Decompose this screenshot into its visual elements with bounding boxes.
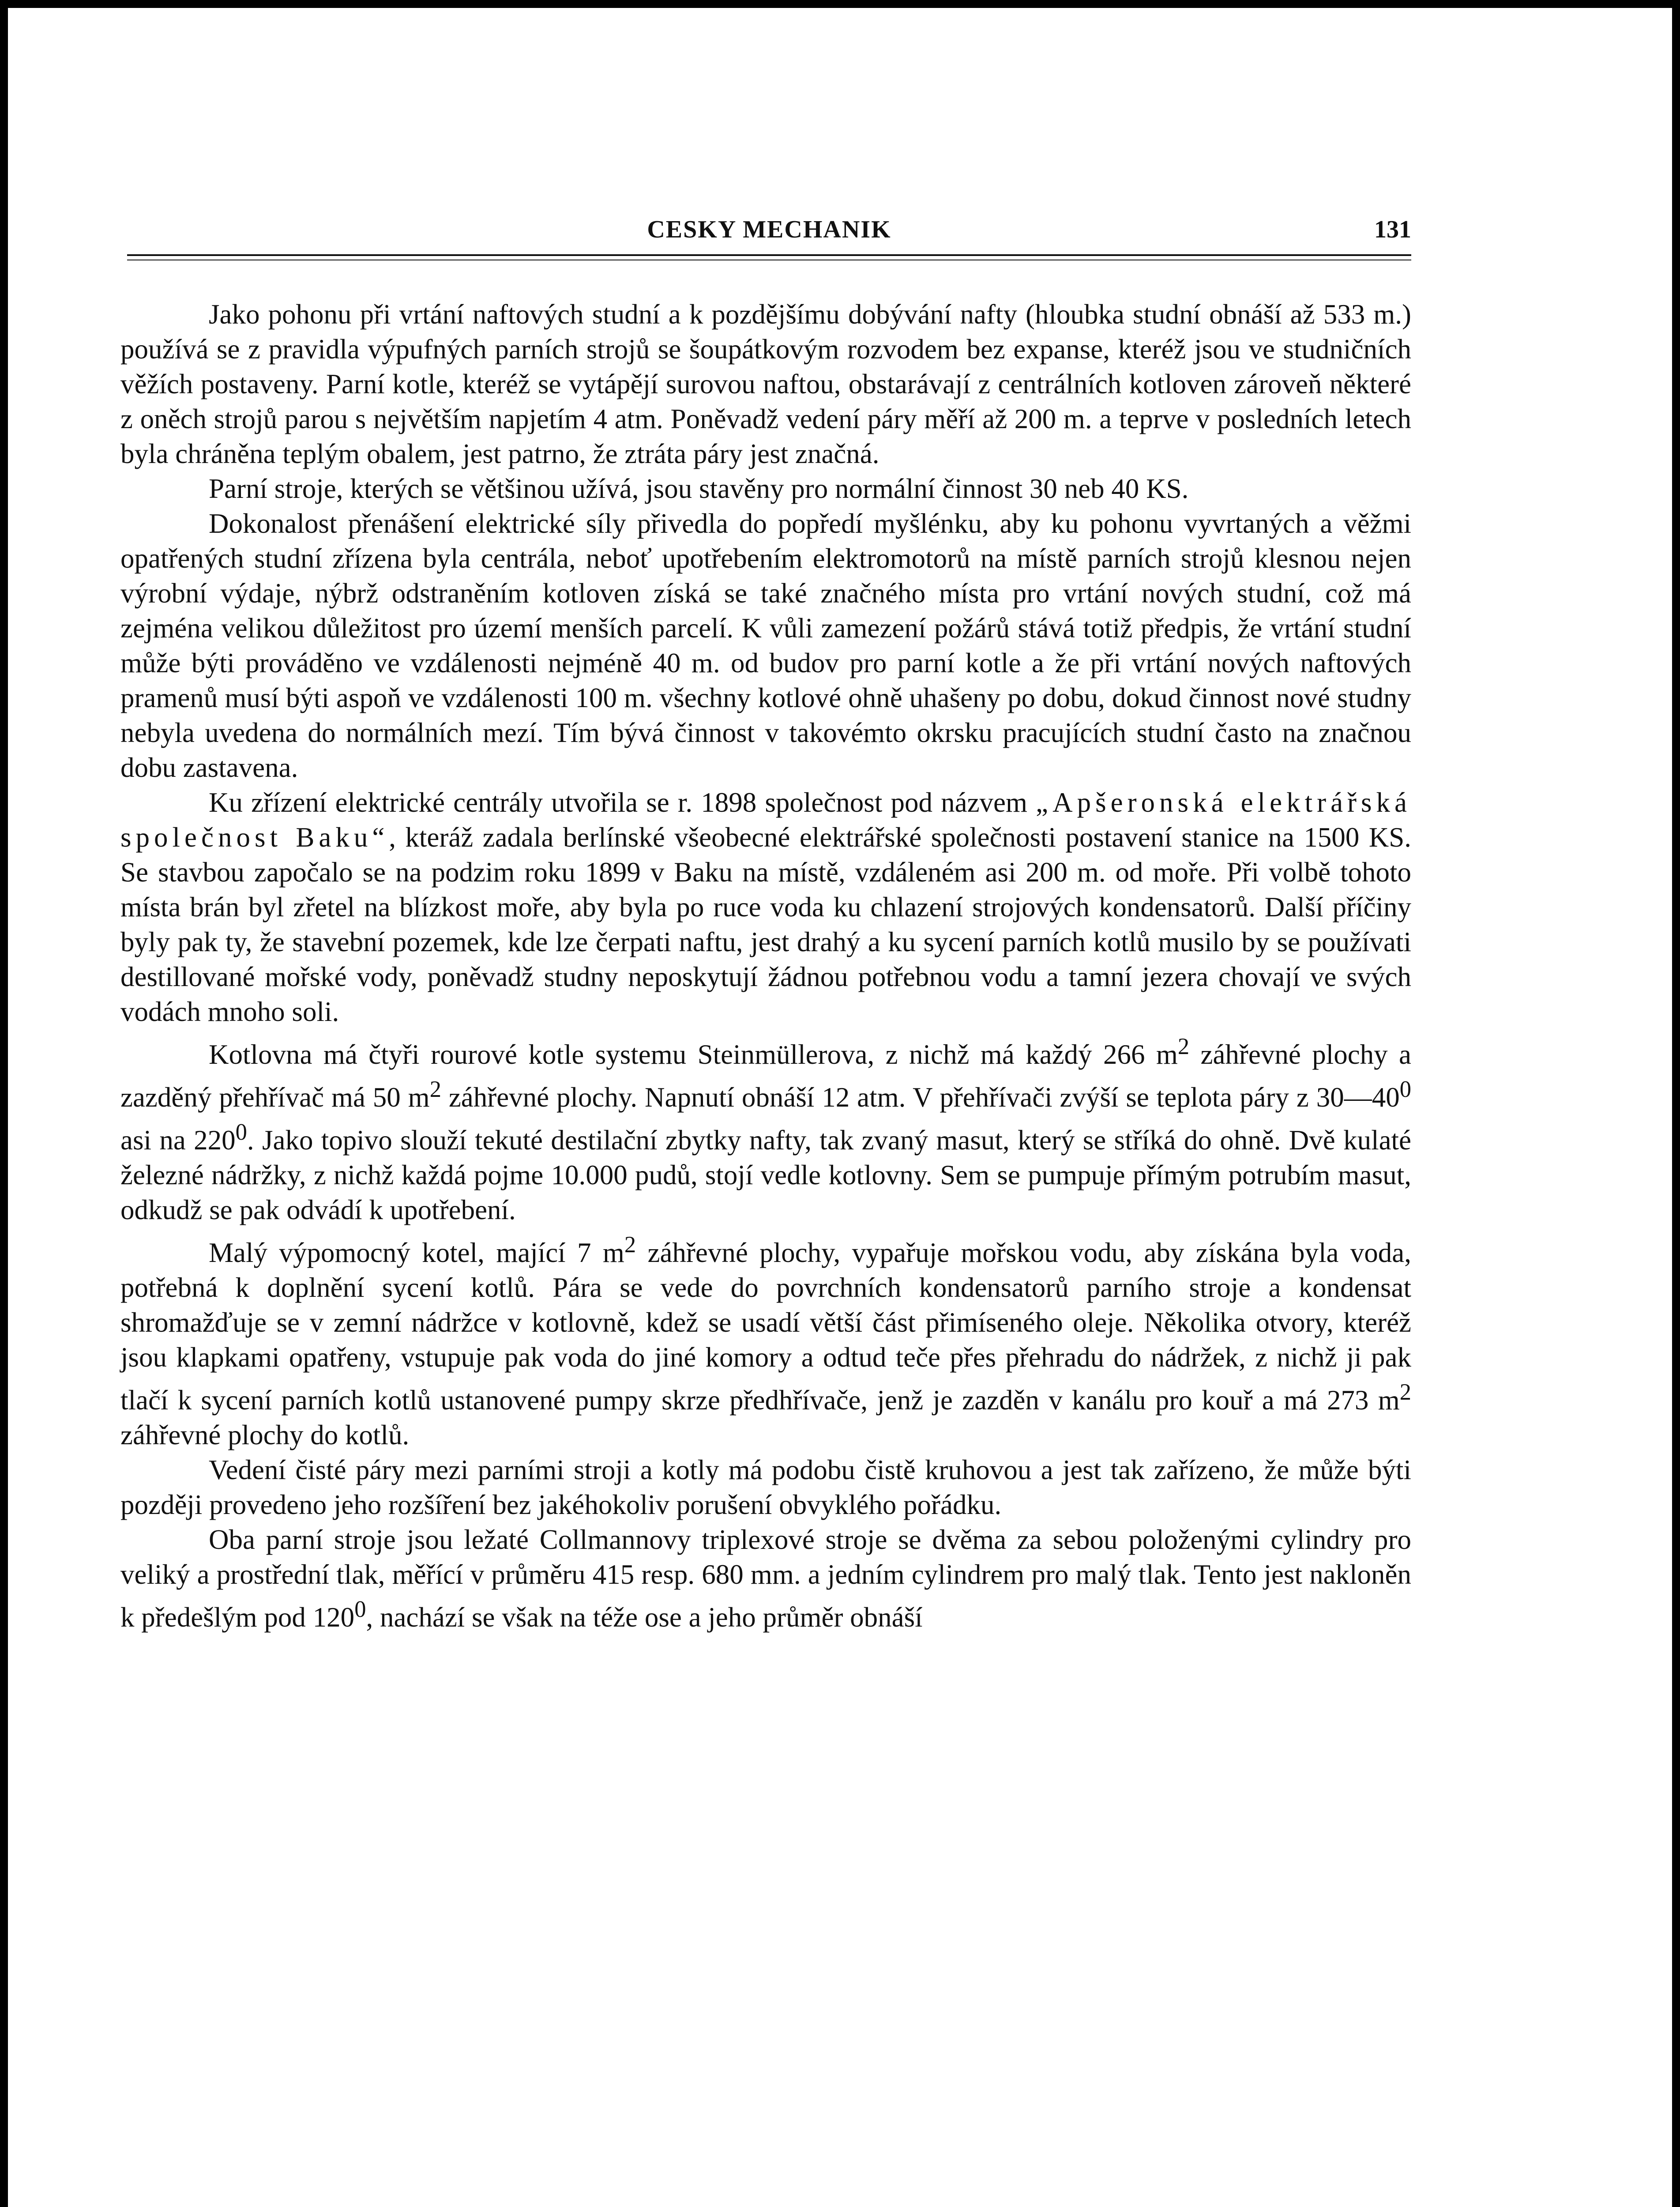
superscript: 0: [235, 1119, 247, 1145]
boiler-text-2: záhřevné plochy a zazděný přehřívač má 50 m: [120, 1039, 1412, 1113]
paragraph-electric-power: Dokonalost přenášení elektrické síly přivedla do popředí myšlénku, aby ku pohonu vyvrtaných a věžmi opatřených studní zřízena byla centrála, neboť upotřebením elektromotorů na místě parních strojů klesnou nejen výrobní výdaje, nýbrž odstraněním kotloven získá se také značného místa pro vrtání nových studní, což má zejména velikou důležitost pro území menších parcelí. K vůli zamezení požárů stává totiž předpis, že vrtání studní může býti prováděno ve vzdálenosti nejméně 40 m. od budov pro parní kotle a že při vrtání nových naftových pramenů musí býti aspoň ve vzdálenosti 100 m. všechny kotlové ohně uhašeny po dobu, dokud činnost nové studny nebyla uvedena do normálních mezí. Tím bývá činnost v takovémto okrsku pracujících studní často na značnou dobu zastavena.: [120, 508, 1411, 783]
small-boiler-text-1: Malý výpomocný kotel, mající 7 m: [209, 1237, 624, 1268]
paragraph-small-boiler: [120, 1228, 1411, 1453]
company-text-before: Ku zřízení elektrické centrály utvořila se r. 1898 společnost pod názvem: [209, 787, 1036, 818]
boiler-text-1: Kotlovna má čtyři rourové kotle systemu Steinmüllerova, z nichž má každý 266 m: [209, 1039, 1178, 1070]
boiler-text-3: záhřevné plochy. Napnutí obnáší 12 atm. V přehřívači zvýší se teplota páry z 30—40: [441, 1082, 1400, 1113]
superscript: 2: [624, 1232, 636, 1258]
engines-text-1: Oba parní stroje jsou ležaté Collmannovy triplexové stroje se dvěma za sebou položenými cylindry pro veliký a prostřední tlak, měřící v průměru 415 resp. 680 mm. a jedním cylindrem pro malý tlak. Tento jest nakloněn k předešlým pod 120: [120, 1524, 1411, 1633]
superscript: 2: [1399, 1379, 1411, 1405]
superscript: 0: [354, 1597, 366, 1622]
page-header: [127, 215, 1411, 255]
paragraph-company: [120, 785, 1411, 1029]
running-title: CESKY MECHANIK: [647, 216, 891, 243]
page: [8, 8, 1672, 2207]
paragraph-steam-engines: Parní stroje, kterých se většinou užívá, jsou stavěny pro normální činnost 30 neb 40 KS.: [209, 473, 1189, 504]
company-name: „Apšeronská elektrářská společnost Baku“: [120, 787, 1412, 853]
boiler-text-4: asi na 220: [120, 1125, 236, 1156]
page-number: 131: [1374, 216, 1411, 243]
header-rule: [127, 254, 1411, 256]
paragraph-steam-line: Vedení čisté páry mezi parními stroji a kotly má podobu čistě kruhovou a jest tak zařízeno, že může býti později provedeno jeho rozšíření bez jakéhokoliv porušení obvyklého pořádku.: [120, 1454, 1411, 1520]
small-boiler-text-2: záhřevné plochy, vypařuje mořskou vodu, aby získána byla voda, potřebná k doplnění sycení kotlů. Pára se vede do povrchních kondensatorů parního stroje a kondensat shromažďuje se v zemní nádržce v kotlovně, kdež se usadí větší část přimíseného oleje. Několika otvory, kteréž jsou klapkami opatřeny, vstupuje pak voda do jiné komory a odtud teče přes přehradu do nádržek, z nichž ji pak tlačí k sycení parních kotlů ustanovené pumpy skrze předhřívače, jenž je zazděn v kanálu pro kouř a má 273 m: [120, 1237, 1411, 1416]
small-boiler-text-3: záhřevné plochy do kotlů.: [120, 1420, 410, 1450]
paragraph-drilling: Jako pohonu při vrtání naftových studní a k pozdějšímu dobývání nafty (hloubka studní obnáší až 533 m.) používá se z pravidla výpufných parních strojů se šoupátkovým rozvodem bez expanse, kteréž jsou ve studničních věžích postaveny. Parní kotle, kteréž se vytápějí surovou naftou, obstarávají z centrálních kotloven zároveň některé z oněch strojů parou s největším napjetím 4 atm. Poněvadž vedení páry měří až 200 m. a teprve v posledních letech byla chráněna teplým obalem, jest patrno, že ztráta páry jest značná.: [120, 299, 1411, 469]
superscript: 2: [1177, 1034, 1190, 1059]
paragraph-boilers: [120, 1029, 1411, 1228]
boiler-text-5: . Jako topivo slouží tekuté destilační zbytky nafty, tak zvaný masut, který se stříká do ohně. Dvě kulaté železné nádržky, z nichž každá pojme 10.000 pudů, stojí vedle kotlovny. Sem se pumpuje přímým potrubím masut, odkudž se pak odvádí k upotřebení.: [120, 1125, 1411, 1225]
superscript: 0: [1399, 1077, 1411, 1102]
engines-text-2: , nachází se však na téže ose a jeho průměr obnáší: [366, 1602, 923, 1633]
paragraph-engines: [120, 1522, 1411, 1635]
superscript: 2: [429, 1077, 441, 1102]
body-text: [120, 297, 1411, 1635]
company-text-after: , kteráž zadala berlínské všeobecné elektrářské společnosti postavení stanice na 1500 KS. Se stavbou započalo se na podzim roku 1899 v Baku na místě, vzdáleném asi 200 m. od moře. Při volbě tohoto místa brán byl zřetel na blízkost moře, aby byla po ruce voda ku chlazení strojových kondensatorů. Další příčiny byly pak ty, že stavební pozemek, kde lze čerpati naftu, jest drahý a ku sycení parních kotlů musilo by se používati destillované mořské vody, poněvadž studny neposkytují žádnou potřebnou vodu a tamní jezera chovají ve svých vodách mnoho soli.: [120, 822, 1411, 1027]
